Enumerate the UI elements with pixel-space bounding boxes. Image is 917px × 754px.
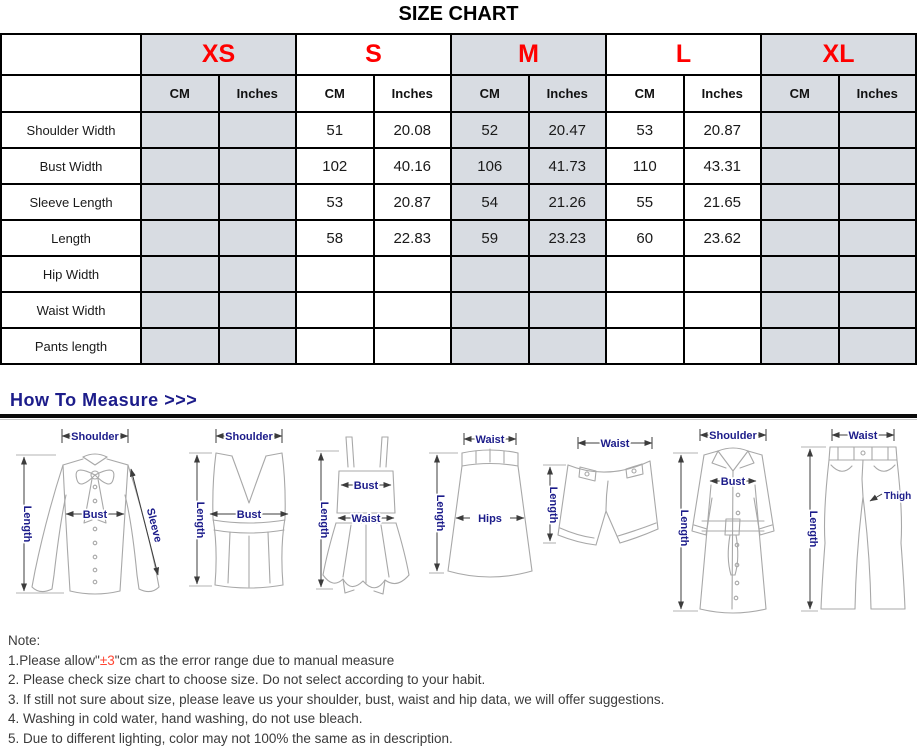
note-1-post: "cm as the error range due to manual measure [114,652,395,668]
cell-value [529,328,607,364]
note-line-3: 3. If still not sure about size, please leave us your shoulder, bust, waist and hip data, we will offer suggestions. [8,691,665,707]
page-title: SIZE CHART [398,3,519,25]
cell-value: 23.23 [529,220,607,256]
corner-cell [1,75,141,112]
cell-value: 58 [296,220,374,256]
cell-value [529,292,607,328]
cell-value: 41.73 [529,148,607,184]
table-row [1,220,916,256]
cell-value [761,184,839,220]
cell-value [839,148,917,184]
pants-waist-label: Waist [848,430,878,442]
unit-header-cm: CM [606,75,684,112]
cell-value [219,328,297,364]
cell-value [141,148,219,184]
cell-value: 20.47 [529,112,607,148]
dress-figure [313,423,421,628]
unit-header-inches: Inches [374,75,452,112]
size-header-s: S [296,34,451,75]
cell-value: 43.31 [684,148,762,184]
blouse-bust-label: Bust [82,509,108,521]
cell-value [761,328,839,364]
row-label: Bust Width [1,148,141,184]
table-row [1,256,916,292]
coat-outline [692,448,774,613]
cell-value: 55 [606,184,684,220]
cell-value [219,112,297,148]
cell-value [141,292,219,328]
cell-value: 22.83 [374,220,452,256]
shorts-figure [540,423,665,628]
unit-header-cm: CM [296,75,374,112]
cell-value: 51 [296,112,374,148]
cell-value [761,220,839,256]
cell-value [761,292,839,328]
divider-shadow-line [0,419,917,420]
cell-value [839,220,917,256]
dress-waist-label: Waist [351,513,381,525]
row-label: Hip Width [1,256,141,292]
cell-value: 53 [296,184,374,220]
cell-value [141,220,219,256]
cell-value [374,256,452,292]
shorts-length-label: Length [547,486,559,524]
cell-value [529,256,607,292]
skirt-figure [422,423,537,628]
size-header-l: L [606,34,761,75]
coat-figure [668,423,793,628]
blouse-figure [8,423,183,628]
notes-section [8,631,908,748]
cell-value: 110 [606,148,684,184]
cell-value [219,184,297,220]
cell-value [451,256,529,292]
cell-value [219,256,297,292]
cell-value [684,256,762,292]
cell-value [839,328,917,364]
pants-thigh-label: Thigh [884,491,912,502]
unit-header-inches: Inches [219,75,297,112]
pants-outline [821,447,905,609]
tank-bust-label: Bust [236,509,262,521]
size-header-m: M [451,34,606,75]
cell-value: 60 [606,220,684,256]
cell-value [684,328,762,364]
cell-value [839,256,917,292]
cell-value [684,292,762,328]
cell-value [141,328,219,364]
cell-value: 23.62 [684,220,762,256]
notes-heading: Note: [8,633,41,648]
row-label: Pants length [1,328,141,364]
cell-value [839,112,917,148]
cell-value [606,256,684,292]
blouse-sleeve-label: Sleeve [143,506,164,544]
unit-header-row [1,75,916,112]
note-line-5: 5. Due to different lighting, color may not 100% the same as in description. [8,730,453,746]
tank-shoulder-label: Shoulder [225,431,273,443]
cell-value: 53 [606,112,684,148]
note-1-highlight: ±3 [99,652,115,668]
table-row [1,292,916,328]
table-row [1,328,916,364]
note-line-2: 2. Please check size chart to choose size. Do not select according to your habit. [8,672,486,687]
note-line-1 [8,651,908,671]
cell-value [606,328,684,364]
cell-value: 59 [451,220,529,256]
cell-value [141,256,219,292]
cell-value: 20.87 [684,112,762,148]
how-to-measure-heading: How To Measure >>> [10,390,198,410]
cell-value: 20.08 [374,112,452,148]
note-line-4: 4. Washing in cold water, hand washing, do not use bleach. [8,711,363,726]
size-header-xl: XL [761,34,916,75]
cell-value [219,292,297,328]
skirt-waist-label: Waist [475,434,505,446]
tank-top-figure [182,423,312,628]
cell-value [839,292,917,328]
cell-value [219,148,297,184]
size-table [0,33,917,365]
cell-value [141,112,219,148]
size-header-row [1,34,916,75]
cell-value [219,220,297,256]
how-to-measure-figures [0,423,917,630]
row-label: Length [1,220,141,256]
pants-figure [796,423,915,628]
cell-value [761,256,839,292]
cell-value: 54 [451,184,529,220]
cell-value [761,148,839,184]
cell-value [141,184,219,220]
cell-value: 20.87 [374,184,452,220]
unit-header-cm: CM [761,75,839,112]
coat-length-label: Length [678,509,690,547]
cell-value [761,112,839,148]
cell-value [451,292,529,328]
cell-value: 102 [296,148,374,184]
dress-bust-label: Bust [353,480,379,492]
cell-value [451,328,529,364]
cell-value [374,328,452,364]
cell-value [606,292,684,328]
size-header-xs: XS [141,34,296,75]
unit-header-inches: Inches [684,75,762,112]
unit-header-cm: CM [451,75,529,112]
cell-value: 106 [451,148,529,184]
blouse-outline [32,454,159,594]
skirt-length-label: Length [434,494,446,532]
blouse-length-label: Length [21,505,33,543]
shorts-outline [558,461,658,545]
coat-bust-label: Bust [720,476,746,488]
cell-value [296,256,374,292]
row-label: Sleeve Length [1,184,141,220]
unit-header-inches: Inches [529,75,607,112]
row-label: Shoulder Width [1,112,141,148]
blouse-shoulder-label: Shoulder [71,431,119,443]
divider-line [0,414,917,418]
table-row [1,184,916,220]
shorts-waist-label: Waist [600,438,630,450]
corner-cell [1,34,141,75]
cell-value: 21.65 [684,184,762,220]
cell-value [296,292,374,328]
unit-header-inches: Inches [839,75,917,112]
cell-value [839,184,917,220]
skirt-hips-label: Hips [478,513,502,525]
table-row [1,112,916,148]
cell-value [296,328,374,364]
dress-length-label: Length [318,501,330,539]
pants-length-label: Length [807,510,819,548]
cell-value: 40.16 [374,148,452,184]
row-label: Waist Width [1,292,141,328]
coat-shoulder-label: Shoulder [709,430,757,442]
cell-value: 52 [451,112,529,148]
table-row [1,148,916,184]
cell-value: 21.26 [529,184,607,220]
unit-header-cm: CM [141,75,219,112]
tank-length-label: Length [194,501,206,539]
cell-value [374,292,452,328]
note-1-pre: 1.Please allow" [8,652,100,668]
